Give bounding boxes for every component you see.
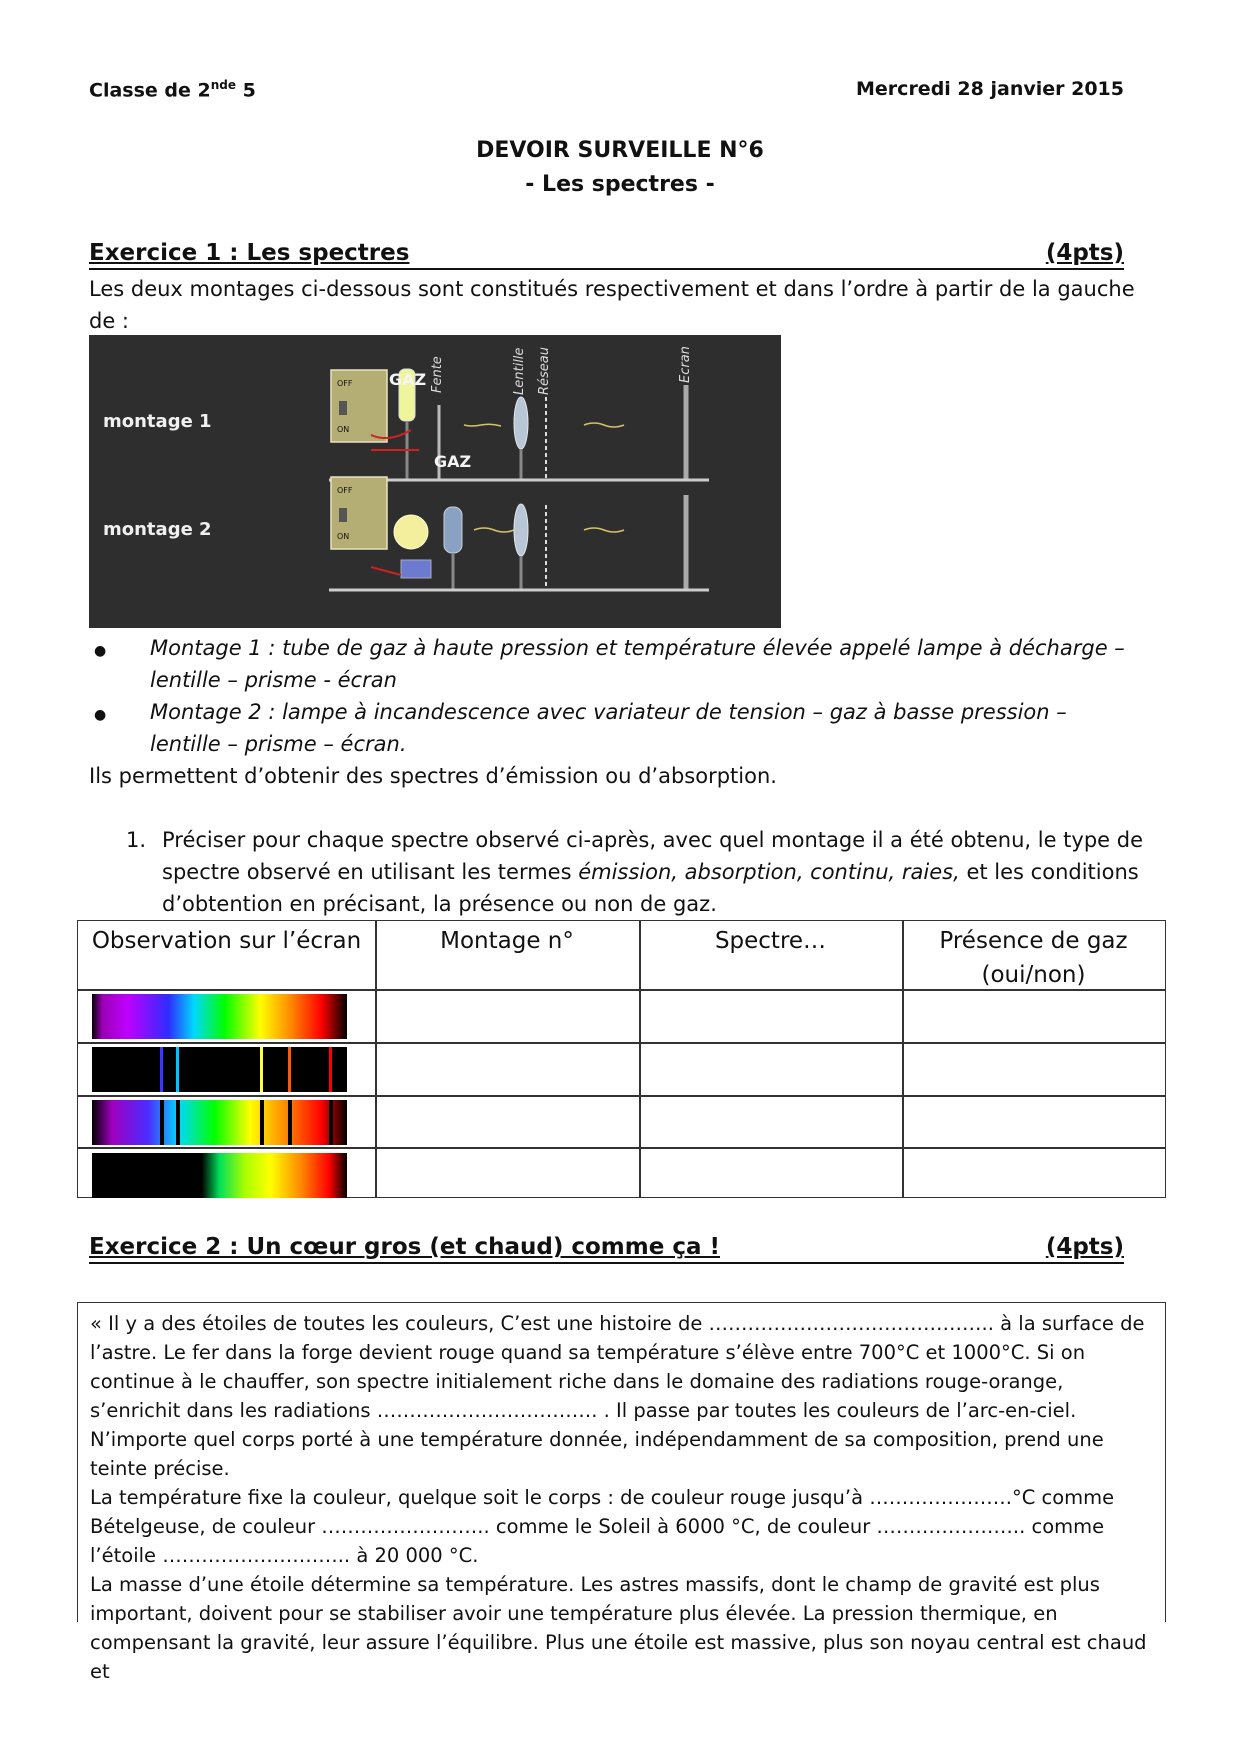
svg-text:GAZ: GAZ <box>389 370 427 389</box>
blank-4[interactable]: …………………….. <box>321 1515 490 1538</box>
blank-6[interactable]: ……………………….. <box>162 1544 351 1567</box>
spectrum-continuous <box>92 994 347 1039</box>
montage-figure <box>89 335 781 628</box>
blank-3[interactable]: …………………. <box>869 1486 1012 1509</box>
montage2-label: montage 2 <box>103 519 212 540</box>
class-label: Classe de 2nde 5 <box>89 78 256 102</box>
svg-text:OFF: OFF <box>337 486 353 495</box>
question1-text: Préciser pour chaque spectre observé ci-après, avec quel montage il a été obtenu, le type de spectre observé en utilisant les termes émission, absorption, continu, raies, et les conditions d’obtention en précisant, la présence ou non de gaz. <box>162 828 1144 916</box>
bullet-icon: ● <box>94 643 107 659</box>
page-title: DEVOIR SURVEILLE N°6 <box>476 138 764 163</box>
col-header-spectre: Spectre… <box>714 928 827 954</box>
exercise2-points: (4pts) <box>1045 1234 1124 1260</box>
incandescent-lamp <box>394 515 428 549</box>
spectrum-absorption-lines <box>92 1100 347 1145</box>
svg-text:Lentille: Lentille <box>512 347 527 395</box>
spectra-table <box>77 920 1166 1198</box>
blank-1[interactable]: …………………………………….. <box>708 1312 994 1335</box>
gas-cell <box>444 507 462 553</box>
exercise1-underline <box>89 268 1124 270</box>
exercise1-points: (4pts) <box>1045 240 1124 266</box>
montage1-label: montage 1 <box>103 411 212 432</box>
svg-text:Réseau: Réseau <box>537 346 552 395</box>
svg-text:ON: ON <box>337 532 350 541</box>
spectrum-partial-continuous <box>92 1153 347 1198</box>
svg-text:Ecran: Ecran <box>678 346 693 383</box>
montage-diagram <box>89 335 781 628</box>
date-label: Mercredi 28 janvier 2015 <box>856 78 1124 100</box>
exercise1-title: Exercice 1 : Les spectres <box>89 240 410 266</box>
svg-text:ON: ON <box>337 425 350 434</box>
exercise1-conclusion: Ils permettent d’obtenir des spectres d’émission ou d’absorption. <box>89 764 777 788</box>
svg-text:GAZ: GAZ <box>434 452 472 471</box>
blank-5[interactable]: ………………….. <box>876 1515 1026 1538</box>
page-subtitle: - Les spectres - <box>525 172 715 197</box>
exercise2-underline <box>89 1262 1124 1264</box>
blank-2[interactable]: ……………………………. <box>376 1399 598 1422</box>
bullet-icon: ● <box>94 707 107 723</box>
exercise1-intro: Les deux montages ci-dessous sont constitués respectivement et dans l’ordre à partir de la gauche de : <box>89 277 1135 333</box>
exercise2-text-box <box>77 1302 1166 1683</box>
svg-text:OFF: OFF <box>337 379 353 388</box>
svg-text:Fente: Fente <box>430 356 445 393</box>
col-header-gaz: Présence de gaz (oui/non) <box>939 928 1128 988</box>
spectrum-emission-lines <box>92 1047 347 1092</box>
exercise2-title: Exercice 2 : Un cœur gros (et chaud) comme ça ! <box>89 1234 720 1260</box>
bullet-montage1: Montage 1 : tube de gaz à haute pression et température élevée appelé lampe à décharge – lentille – prisme - écran <box>150 636 1125 692</box>
bullet-montage2: Montage 2 : lampe à incandescence avec variateur de tension – gaz à basse pression – lentille – prisme – écran. <box>150 700 1067 756</box>
col-header-montage: Montage n° <box>440 928 574 954</box>
question1-number: 1. <box>126 828 147 852</box>
exercise2-text: « Il y a des étoiles de toutes les couleurs, C’est une histoire de …………………………………….. à la surface de l’astre. Le fer dans la forge devient rouge quand sa température s’élève entre 700°C et 1000°C. Si on continue à le chauffer, son spectre initialement riche dans le domaine des radiations rouge-orange, s’enrichit dans les radiations ……………………………. . Il passe par toutes les couleurs de l’arc-en-ciel. N’importe quel corps porté à une température donnée, indépendamment de sa composition, prend une teinte précise. La température fixe la couleur, quelque soit le corps : de couleur rouge jusqu’à ………………….°C comme Bételgeuse, de couleur …………………….. comme le Soleil à 6000 °C, de couleur ………………….. comme l’étoile ……………………….. à 20 000 °C. La masse d’une étoile détermine sa température. Les astres massifs, dont le champ de gravité est plus important, doivent pour se stabiliser avoir une température plus élevée. La pression thermique, en compensant la gravité, leur assure l’équilibre. Plus une étoile est massive, plus son noyau central est chaud et <box>90 1312 1147 1683</box>
col-header-observation: Observation sur l’écran <box>91 928 362 954</box>
